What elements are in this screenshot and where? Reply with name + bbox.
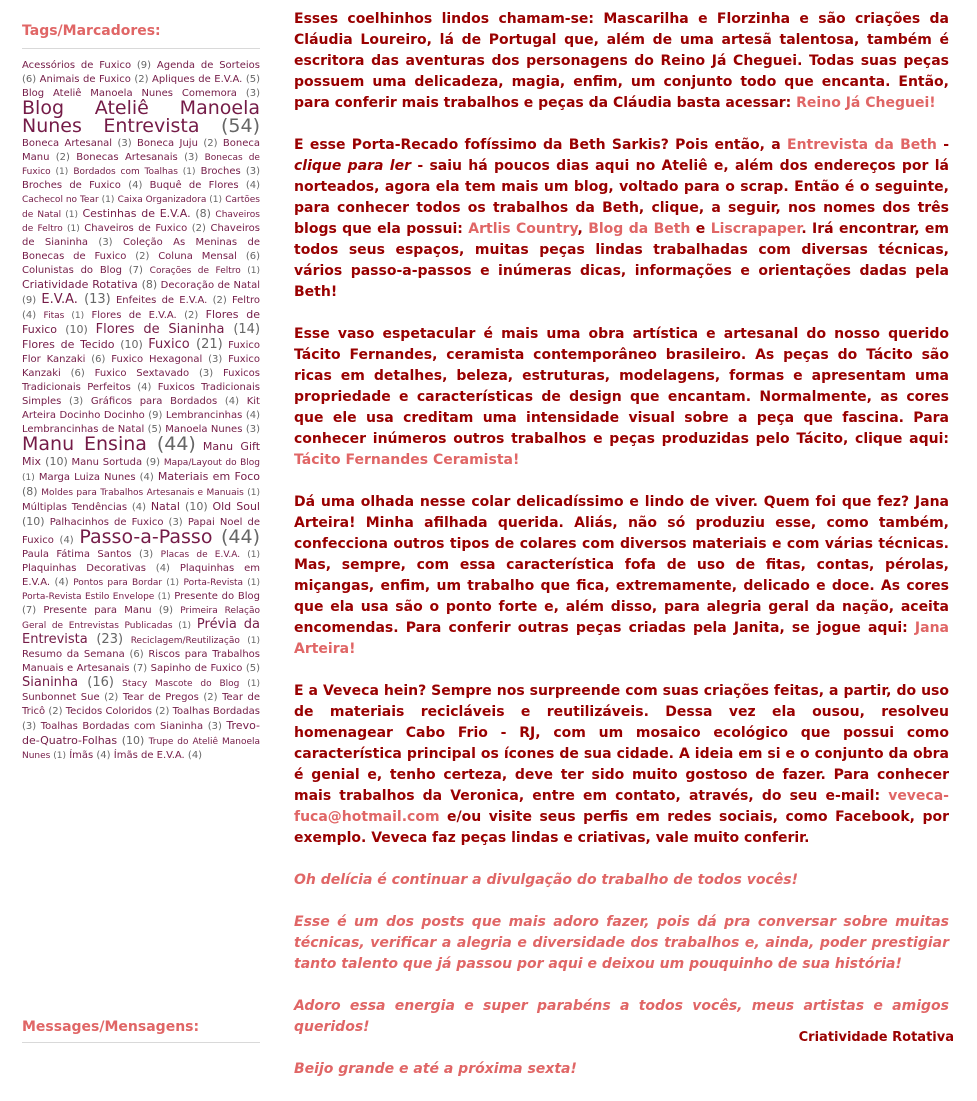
tag-link[interactable]: Sianinha xyxy=(22,675,79,690)
tag-link[interactable]: Trupe do Ateliê Manoela Nunes xyxy=(22,737,261,761)
tag-count: (2) xyxy=(55,152,70,163)
tag-link[interactable]: Agenda de Sorteios xyxy=(156,60,260,71)
link-tacito-fernandes[interactable]: Tácito Fernandes Ceramista! xyxy=(294,452,520,468)
tag-count: (13) xyxy=(84,292,111,307)
tag-item xyxy=(150,180,260,191)
tag-link[interactable]: Porta-Revista Estilo Envelope xyxy=(22,592,155,602)
tag-count: (4) xyxy=(59,535,74,546)
tag-item xyxy=(151,663,260,674)
tag-link[interactable]: Presente para Manu xyxy=(43,605,152,616)
tag-link[interactable]: Trevo-de-Quatro-Folhas xyxy=(22,719,260,747)
tag-link[interactable]: Blog Ateliê Manoela Nunes Comemora xyxy=(22,88,237,99)
tag-link[interactable]: Lembrancinhas de Natal xyxy=(22,424,145,435)
closing-line-4: Beijo grande e até a próxima sexta! xyxy=(294,1061,577,1077)
paragraph-text: Esses coelhinhos lindos chamam-se: Mascarilha e Florzinha e são criações da Cláudia Loureiro, lá de Portugal que, além de uma artesã talentosa, também é escritora das aventuras dos personagens do Reino Já Cheguei. Todas suas peças possuem uma delicadeza, magia, enfim, um conjunto todo que encanta. Então, para conferir mais trabalhos e peças da Cláudia basta acessar: xyxy=(294,11,949,111)
messages-divider xyxy=(22,1042,260,1043)
tag-count: (23) xyxy=(96,632,124,647)
tag-count: (5) xyxy=(245,74,261,85)
tag-item xyxy=(84,223,206,234)
tag-count: (54) xyxy=(220,115,260,137)
tag-count: (6) xyxy=(245,251,260,262)
tag-count: (3) xyxy=(69,396,84,407)
paragraph-text: - xyxy=(936,137,950,153)
tag-count: (1) xyxy=(55,167,69,177)
tag-item xyxy=(92,310,199,321)
tag-count: (6) xyxy=(129,649,144,660)
tag-count: (21) xyxy=(196,337,223,352)
tag-item xyxy=(22,195,114,205)
tag-link[interactable]: Caixa Organizadora xyxy=(117,195,207,205)
tag-link[interactable]: Fuxicos Tradicionais Perfeitos xyxy=(22,368,261,393)
tag-link[interactable]: Materiais em Foco xyxy=(157,470,260,483)
paragraph-text: - saiu há poucos dias aqui no Ateliê e, além dos endereços por lá norteados, agora ela tem mais um blog, voltado para o scrap. Então é o seguinte, para conhecer todos os trabalhos da Beth, clique, a seguir, nos nomes dos três blogs que ela possui: xyxy=(294,158,949,237)
tag-count: (1) xyxy=(65,210,79,220)
tag-item xyxy=(122,679,260,689)
tag-count: (2) xyxy=(104,692,119,703)
tag-item xyxy=(79,526,260,548)
tag-cloud xyxy=(22,59,260,763)
link-veveca-email[interactable]: veveca-fuca@hotmail.com xyxy=(294,788,949,825)
tag-count: (1) xyxy=(178,621,191,631)
tag-link[interactable]: Enfeites de E.V.A. xyxy=(115,295,208,306)
tag-link[interactable]: Apliques de E.V.A. xyxy=(152,74,243,85)
tag-count: (44) xyxy=(156,433,196,455)
paragraph-text: Dá uma olhada nesse colar delicadíssimo e lindo de viver. Quem foi que fez? Jana Arteira! Minha afilhada querida. Aliás, não só produziu esse, como também, confecciona outros tipos de colares com diversos materiais e com várias técnicas. Mas, sempre, com essa característica fofa de uso de fitas, contas, pérolas, miçangas, enfim, um trabalho que fica, extremamente, delicado e doce. As cores que ela usa são o ponto forte e, além disso, para alegria geral da nação, aceita encomendas. Para conferir outras peças criadas pela Janita, se jogue aqui: xyxy=(294,494,949,636)
tags-divider xyxy=(22,48,260,49)
tag-link[interactable]: Coleção As Meninas de Bonecas de Fuxico xyxy=(22,237,260,262)
tag-item xyxy=(41,488,260,498)
tag-count: (10) xyxy=(121,734,145,747)
tag-item xyxy=(40,74,149,85)
tag-link[interactable]: Old Soul xyxy=(212,500,260,513)
tag-item xyxy=(123,692,218,703)
tag-count: (1) xyxy=(247,550,260,560)
tag-count: (3) xyxy=(245,424,261,435)
tag-count: (4) xyxy=(187,750,203,761)
tag-link[interactable]: Manu Sortuda xyxy=(71,457,143,468)
tag-count: (1) xyxy=(53,751,66,761)
tag-link[interactable]: Acessórios de Fuxico xyxy=(22,60,132,71)
tag-count: (6) xyxy=(22,74,37,85)
tag-item xyxy=(114,750,202,761)
tag-link[interactable]: Colunistas do Blog xyxy=(22,265,122,276)
link-entrevista-da-beth[interactable]: Entrevista da Beth xyxy=(787,137,937,153)
tag-link[interactable]: Manu Gift Mix xyxy=(22,440,261,468)
tag-count: (4) xyxy=(131,502,147,513)
tag-count: (4) xyxy=(224,396,240,407)
tag-link[interactable]: Papai Noel de Fuxico xyxy=(22,517,260,546)
tag-link[interactable]: Pontos para Bordar xyxy=(73,578,163,588)
tag-link[interactable]: Animais de Fuxico xyxy=(39,74,131,85)
tag-link[interactable]: Boneca Manu xyxy=(22,138,260,163)
paragraph-text: E esse Porta-Recado fofíssimo da Beth Sarkis? Pois então, a xyxy=(294,137,788,153)
tag-item xyxy=(116,295,227,306)
tag-count: (2) xyxy=(212,295,227,306)
tag-item xyxy=(73,578,179,588)
tag-link[interactable]: Cachecol no Tear xyxy=(22,195,99,205)
tag-item xyxy=(96,322,260,337)
tag-count: (3) xyxy=(208,354,223,365)
tag-count: (4) xyxy=(137,382,152,393)
tag-count: (2) xyxy=(155,706,170,717)
tag-count: (4) xyxy=(139,472,154,483)
tag-count: (6) xyxy=(70,368,85,379)
tag-item xyxy=(83,207,211,220)
tag-item xyxy=(152,74,260,85)
tag-link[interactable]: Coluna Mensal xyxy=(158,251,237,262)
tag-link[interactable]: Fuxicos Tradicionais Simples xyxy=(22,382,260,407)
tag-link[interactable]: Tecidos Coloridos xyxy=(65,706,153,717)
paragraph-claudia xyxy=(294,9,949,114)
tag-link[interactable]: E.V.A. xyxy=(41,292,78,307)
tag-link[interactable]: Cartões de Natal xyxy=(22,195,260,220)
tag-count: (1) xyxy=(247,679,260,689)
tag-count: (7) xyxy=(132,663,148,674)
tag-item xyxy=(76,152,198,163)
tag-link[interactable]: Bordados com Toalhas xyxy=(73,167,178,177)
tag-count: (3) xyxy=(98,237,113,248)
tag-link[interactable]: Passo-a-Passo xyxy=(79,526,213,548)
tag-link[interactable]: Criatividade Rotativa xyxy=(22,278,138,291)
tag-link[interactable]: Gráficos para Bordados xyxy=(90,396,218,407)
tag-count: (6) xyxy=(91,354,106,365)
tag-count: (10) xyxy=(120,338,143,351)
tag-item xyxy=(22,180,142,191)
tag-link[interactable]: Placas de E.V.A. xyxy=(160,550,241,560)
tag-item xyxy=(131,636,260,646)
tag-item xyxy=(22,278,157,291)
tag-item xyxy=(118,195,222,205)
tag-count: (4) xyxy=(96,750,111,761)
tag-count: (4) xyxy=(155,563,170,574)
link-liscrapaper[interactable]: Liscrapaper xyxy=(710,221,802,237)
tag-link[interactable]: Múltiplas Tendências xyxy=(22,502,128,513)
tag-item xyxy=(184,578,260,588)
tag-link[interactable]: Bonecas Artesanais xyxy=(76,152,178,163)
tag-link[interactable]: Toalhas Bordadas com Sianinha xyxy=(40,721,204,732)
paragraph-jana xyxy=(294,492,949,660)
tag-count: (2) xyxy=(135,251,150,262)
tag-count: (1) xyxy=(247,578,260,588)
tag-item xyxy=(166,410,260,421)
tag-item xyxy=(150,266,260,276)
tag-item xyxy=(41,292,110,307)
tag-count: (10) xyxy=(22,515,45,528)
tag-link[interactable]: Riscos para Trabalhos Manuais e Artesanais xyxy=(22,649,261,674)
tag-count: (1) xyxy=(101,195,115,205)
tag-count: (2) xyxy=(191,223,206,234)
tag-item xyxy=(111,354,222,365)
tag-count: (10) xyxy=(45,455,68,468)
tag-link[interactable]: Moldes para Trabalhos Artesanais e Manuais xyxy=(41,488,244,498)
tag-link[interactable]: Chaveiros de Fuxico xyxy=(84,223,188,234)
tag-link[interactable]: Palhacinhos de Fuxico xyxy=(49,517,164,528)
tag-link[interactable]: Fuxico Kanzaki xyxy=(22,354,261,379)
tag-count: (9) xyxy=(148,410,163,421)
tag-link[interactable]: Boneca Juju xyxy=(137,138,198,149)
tag-count: (1) xyxy=(22,473,35,483)
paragraph-text: E a Veveca hein? Sempre nos surpreende com suas criações feitas, a partir, do uso de materiais recicláveis e reutilizáveis. Dessa vez ela ousou, resolveu homenagear Cabo Frio - RJ, com um mosaico ecológico que possui como característica principal os ícones de sua cidade. A ideia em si e o conjunto da obra é genial e, tenho certeza, deve ter sido muito gostoso de fazer. Para conhecer mais trabalhos da Veronica, entre em contato, através, do seu e-mail: xyxy=(294,683,949,804)
paragraph-text: e/ou visite seus perfis em redes sociais, como Facebook, por exemplo. Veveca faz peças lindas e criativas, vale muito conferir. xyxy=(294,809,949,846)
tag-link[interactable]: Primeira Relação Geral de Entrevistas Publicadas xyxy=(22,606,260,631)
tag-count: (3) xyxy=(117,138,132,149)
tag-item xyxy=(44,311,85,321)
paragraph-veveca xyxy=(294,681,949,849)
tag-link[interactable]: Prévia da Entrevista xyxy=(22,617,260,647)
tag-item xyxy=(22,649,144,660)
tag-count: (1) xyxy=(166,578,180,588)
tag-count: (1) xyxy=(247,488,260,498)
tag-count: (9) xyxy=(158,605,174,616)
tag-link[interactable]: Resumo da Semana xyxy=(22,649,125,660)
tag-count: (8) xyxy=(141,278,158,291)
tag-item xyxy=(22,138,132,149)
tag-link[interactable]: Porta-Revista xyxy=(183,578,244,588)
tag-count: (5) xyxy=(245,663,260,674)
tag-item xyxy=(22,265,143,276)
tag-count: (1) xyxy=(247,266,260,276)
tag-link[interactable]: Toalhas Bordadas xyxy=(172,706,260,717)
tag-link[interactable]: Cestinhas de E.V.A. xyxy=(82,207,191,220)
tag-count: (3) xyxy=(168,517,183,528)
tag-link[interactable]: Sunbonnet Sue xyxy=(22,692,100,703)
tag-link[interactable]: Feltro xyxy=(231,295,261,306)
tag-link[interactable]: Mapa/Layout do Blog xyxy=(163,458,260,468)
tag-count: (9) xyxy=(136,60,152,71)
tag-link[interactable]: Paula Fátima Santos xyxy=(22,549,132,560)
tag-count: (4) xyxy=(128,180,143,191)
tag-link[interactable]: Flores de Sianinha xyxy=(95,322,225,337)
sidebar xyxy=(22,22,261,1035)
tag-link[interactable]: Blog Ateliê Manoela Nunes Entrevista xyxy=(22,97,260,137)
tag-item xyxy=(39,472,154,483)
tag-link[interactable]: Manu Ensina xyxy=(22,433,147,455)
tag-count: (2) xyxy=(203,692,218,703)
post-body xyxy=(294,9,949,1101)
post-signature: Criatividade Rotativa xyxy=(798,1030,954,1045)
tag-link[interactable]: Broches xyxy=(200,166,241,177)
tag-count: (3) xyxy=(22,721,37,732)
tag-item xyxy=(69,750,110,761)
tag-item xyxy=(151,500,208,513)
tag-item xyxy=(66,706,170,717)
tag-link[interactable]: Fuxico Sextavado xyxy=(94,368,190,379)
tag-item xyxy=(22,549,153,560)
tag-count: (10) xyxy=(65,323,88,336)
closing-line-3: Adoro essa energia e super parabéns a todos vocês, meus artistas e amigos queridos! xyxy=(294,998,949,1035)
tag-link[interactable]: Boneca Artesanal xyxy=(22,138,113,149)
tag-count: (8) xyxy=(22,485,38,498)
tag-item xyxy=(22,592,171,602)
tag-link[interactable]: Flores de Tecido xyxy=(22,338,115,351)
tags-title: Tags/Marcadores: xyxy=(22,23,161,39)
tag-link[interactable]: Bonecas de Fuxico xyxy=(22,153,260,177)
tag-link[interactable]: Natal xyxy=(150,500,180,513)
tag-item xyxy=(22,675,114,690)
tag-item xyxy=(201,166,260,177)
tag-count: (1) xyxy=(71,311,85,321)
messages-title: Messages/Mensagens: xyxy=(22,1019,200,1035)
tag-count: (2) xyxy=(203,138,218,149)
tag-item xyxy=(137,138,217,149)
tag-item xyxy=(161,550,260,560)
tag-link[interactable]: Flores de Fuxico xyxy=(22,308,260,336)
tag-link[interactable]: Ímãs de E.V.A. xyxy=(113,750,185,761)
closing-line-2: Esse é um dos posts que mais adoro fazer, pois dá pra conversar sobre muitas técnicas, verificar a alegria e diversidade dos trabalhos e, ainda, poder prestigiar tanto talento que já passou por aqui e deixou um pouquinho de sua história! xyxy=(294,914,949,972)
tag-link[interactable]: Marga Luiza Nunes xyxy=(38,472,136,483)
tag-count: (1) xyxy=(66,224,80,234)
tag-link[interactable]: Stacy Mascote do Blog xyxy=(122,679,240,689)
tag-item xyxy=(22,692,118,703)
tag-count: (2) xyxy=(184,310,199,321)
tag-link[interactable]: Fitas xyxy=(43,311,65,321)
tag-link[interactable]: Ímãs xyxy=(69,750,94,761)
tag-link[interactable]: Presente do Blog xyxy=(174,591,260,602)
tag-link[interactable]: Manoela Nunes xyxy=(165,424,243,435)
tag-link[interactable]: Plaquinhas Decorativas xyxy=(22,563,146,574)
tag-item xyxy=(91,396,239,407)
tag-item xyxy=(22,60,151,71)
tag-link[interactable]: Kit Arteira Docinho Docinho xyxy=(22,396,260,421)
tag-link[interactable]: Sapinho de Fuxico xyxy=(150,663,243,674)
tag-count: (3) xyxy=(207,721,222,732)
tag-link[interactable]: Fuxico Flor Kanzaki xyxy=(22,340,260,365)
tag-link[interactable]: Chaveiros de Sianinha xyxy=(22,223,260,248)
tag-item xyxy=(148,337,222,352)
clique-para-ler: clique para ler xyxy=(294,158,412,174)
tag-count: (4) xyxy=(54,577,69,588)
link-artlis-country[interactable]: Artlis Country xyxy=(468,221,578,237)
tag-count: (1) xyxy=(209,195,222,205)
tag-item xyxy=(22,338,143,351)
tag-item xyxy=(22,97,260,137)
tag-link[interactable]: Fuxico Hexagonal xyxy=(111,354,203,365)
tag-item xyxy=(43,605,173,616)
tag-link[interactable]: Decoração de Natal xyxy=(160,280,260,291)
tag-item xyxy=(95,368,213,379)
tag-link[interactable]: Plaquinhas em E.V.A. xyxy=(22,563,260,588)
tag-link[interactable]: Broches de Fuxico xyxy=(22,180,121,191)
tag-count: (16) xyxy=(87,675,114,690)
paragraph-text: e xyxy=(690,221,711,237)
tag-count: (2) xyxy=(134,74,149,85)
tag-count: (8) xyxy=(195,207,211,220)
tag-count: (4) xyxy=(22,310,37,321)
tag-link[interactable]: Flores de E.V.A. xyxy=(91,310,177,321)
tag-count: (3) xyxy=(245,166,260,177)
tag-count: (9) xyxy=(145,457,161,468)
link-blog-da-beth[interactable]: Blog da Beth xyxy=(588,221,691,237)
tag-item xyxy=(41,721,222,732)
tag-item xyxy=(22,433,196,455)
tag-item xyxy=(22,502,146,513)
tag-link[interactable]: Tear de Tricô xyxy=(22,692,260,717)
paragraph-beth xyxy=(294,135,949,303)
tag-count: (1) xyxy=(157,592,171,602)
tag-link[interactable]: Chaveiros de Feltro xyxy=(22,210,260,234)
tag-count: (4) xyxy=(245,180,261,191)
paragraph-text: Esse vaso espetacular é mais uma obra artística e artesanal do nosso querido Tácito Fernandes, ceramista contemporâneo brasileiro. As peças do Tácito são ricas em detalhes, beleza, estruturas, modelagens, formas e apresentam uma propriedade e características de design que encantam. Normalmente, as cores que ele usa creditam uma intensidade visual sobre a peça que fascina. Para conhecer inúmeros outros trabalhos e peças produzidas pelo Tácito, clique aqui: xyxy=(294,326,949,447)
tag-count: (2) xyxy=(48,706,63,717)
tag-link[interactable]: Fuxico xyxy=(148,337,190,352)
link-jana-arteira[interactable]: Jana Arteira! xyxy=(294,620,949,657)
tag-count: (5) xyxy=(147,424,162,435)
paragraph-text: , xyxy=(577,221,589,237)
tag-count: (3) xyxy=(198,368,214,379)
tag-link[interactable]: Buquê de Flores xyxy=(149,180,239,191)
tag-link[interactable]: Lembrancinhas xyxy=(165,410,243,421)
tag-count: (14) xyxy=(233,322,261,337)
tag-count: (1) xyxy=(247,636,260,646)
tag-item xyxy=(72,457,160,468)
tag-link[interactable]: Reciclagem/Reutilização xyxy=(130,636,240,646)
tag-count: (4) xyxy=(245,410,260,421)
paragraph-text: . Irá encontrar, em todos seus espaços, muitas peças lindas trabalhadas com diversas técnicas, vários passo-a-passos e inúmeras dicas, informações e orientações dadas pela Beth! xyxy=(294,221,950,300)
tag-count: (3) xyxy=(184,152,199,163)
tag-item xyxy=(158,251,260,262)
closing-line-1: Oh delícia é continuar a divulgação do trabalho de todos vocês! xyxy=(294,872,799,888)
tag-count: (10) xyxy=(185,500,208,513)
tag-count: (1) xyxy=(182,167,196,177)
tag-link[interactable]: Tear de Pregos xyxy=(122,692,199,703)
tag-count: (7) xyxy=(128,265,143,276)
tag-item xyxy=(22,563,170,574)
link-reino-ja-cheguei[interactable]: Reino Já Cheguei! xyxy=(796,95,936,111)
tag-count: (7) xyxy=(22,605,37,616)
tag-link[interactable]: Corações de Feltro xyxy=(149,266,241,276)
tag-count: (3) xyxy=(138,549,154,560)
tag-count: (3) xyxy=(245,88,260,99)
tag-count: (44) xyxy=(221,526,261,548)
tag-item xyxy=(73,167,195,177)
paragraph-tacito xyxy=(294,324,949,471)
tag-count: (9) xyxy=(22,295,37,306)
